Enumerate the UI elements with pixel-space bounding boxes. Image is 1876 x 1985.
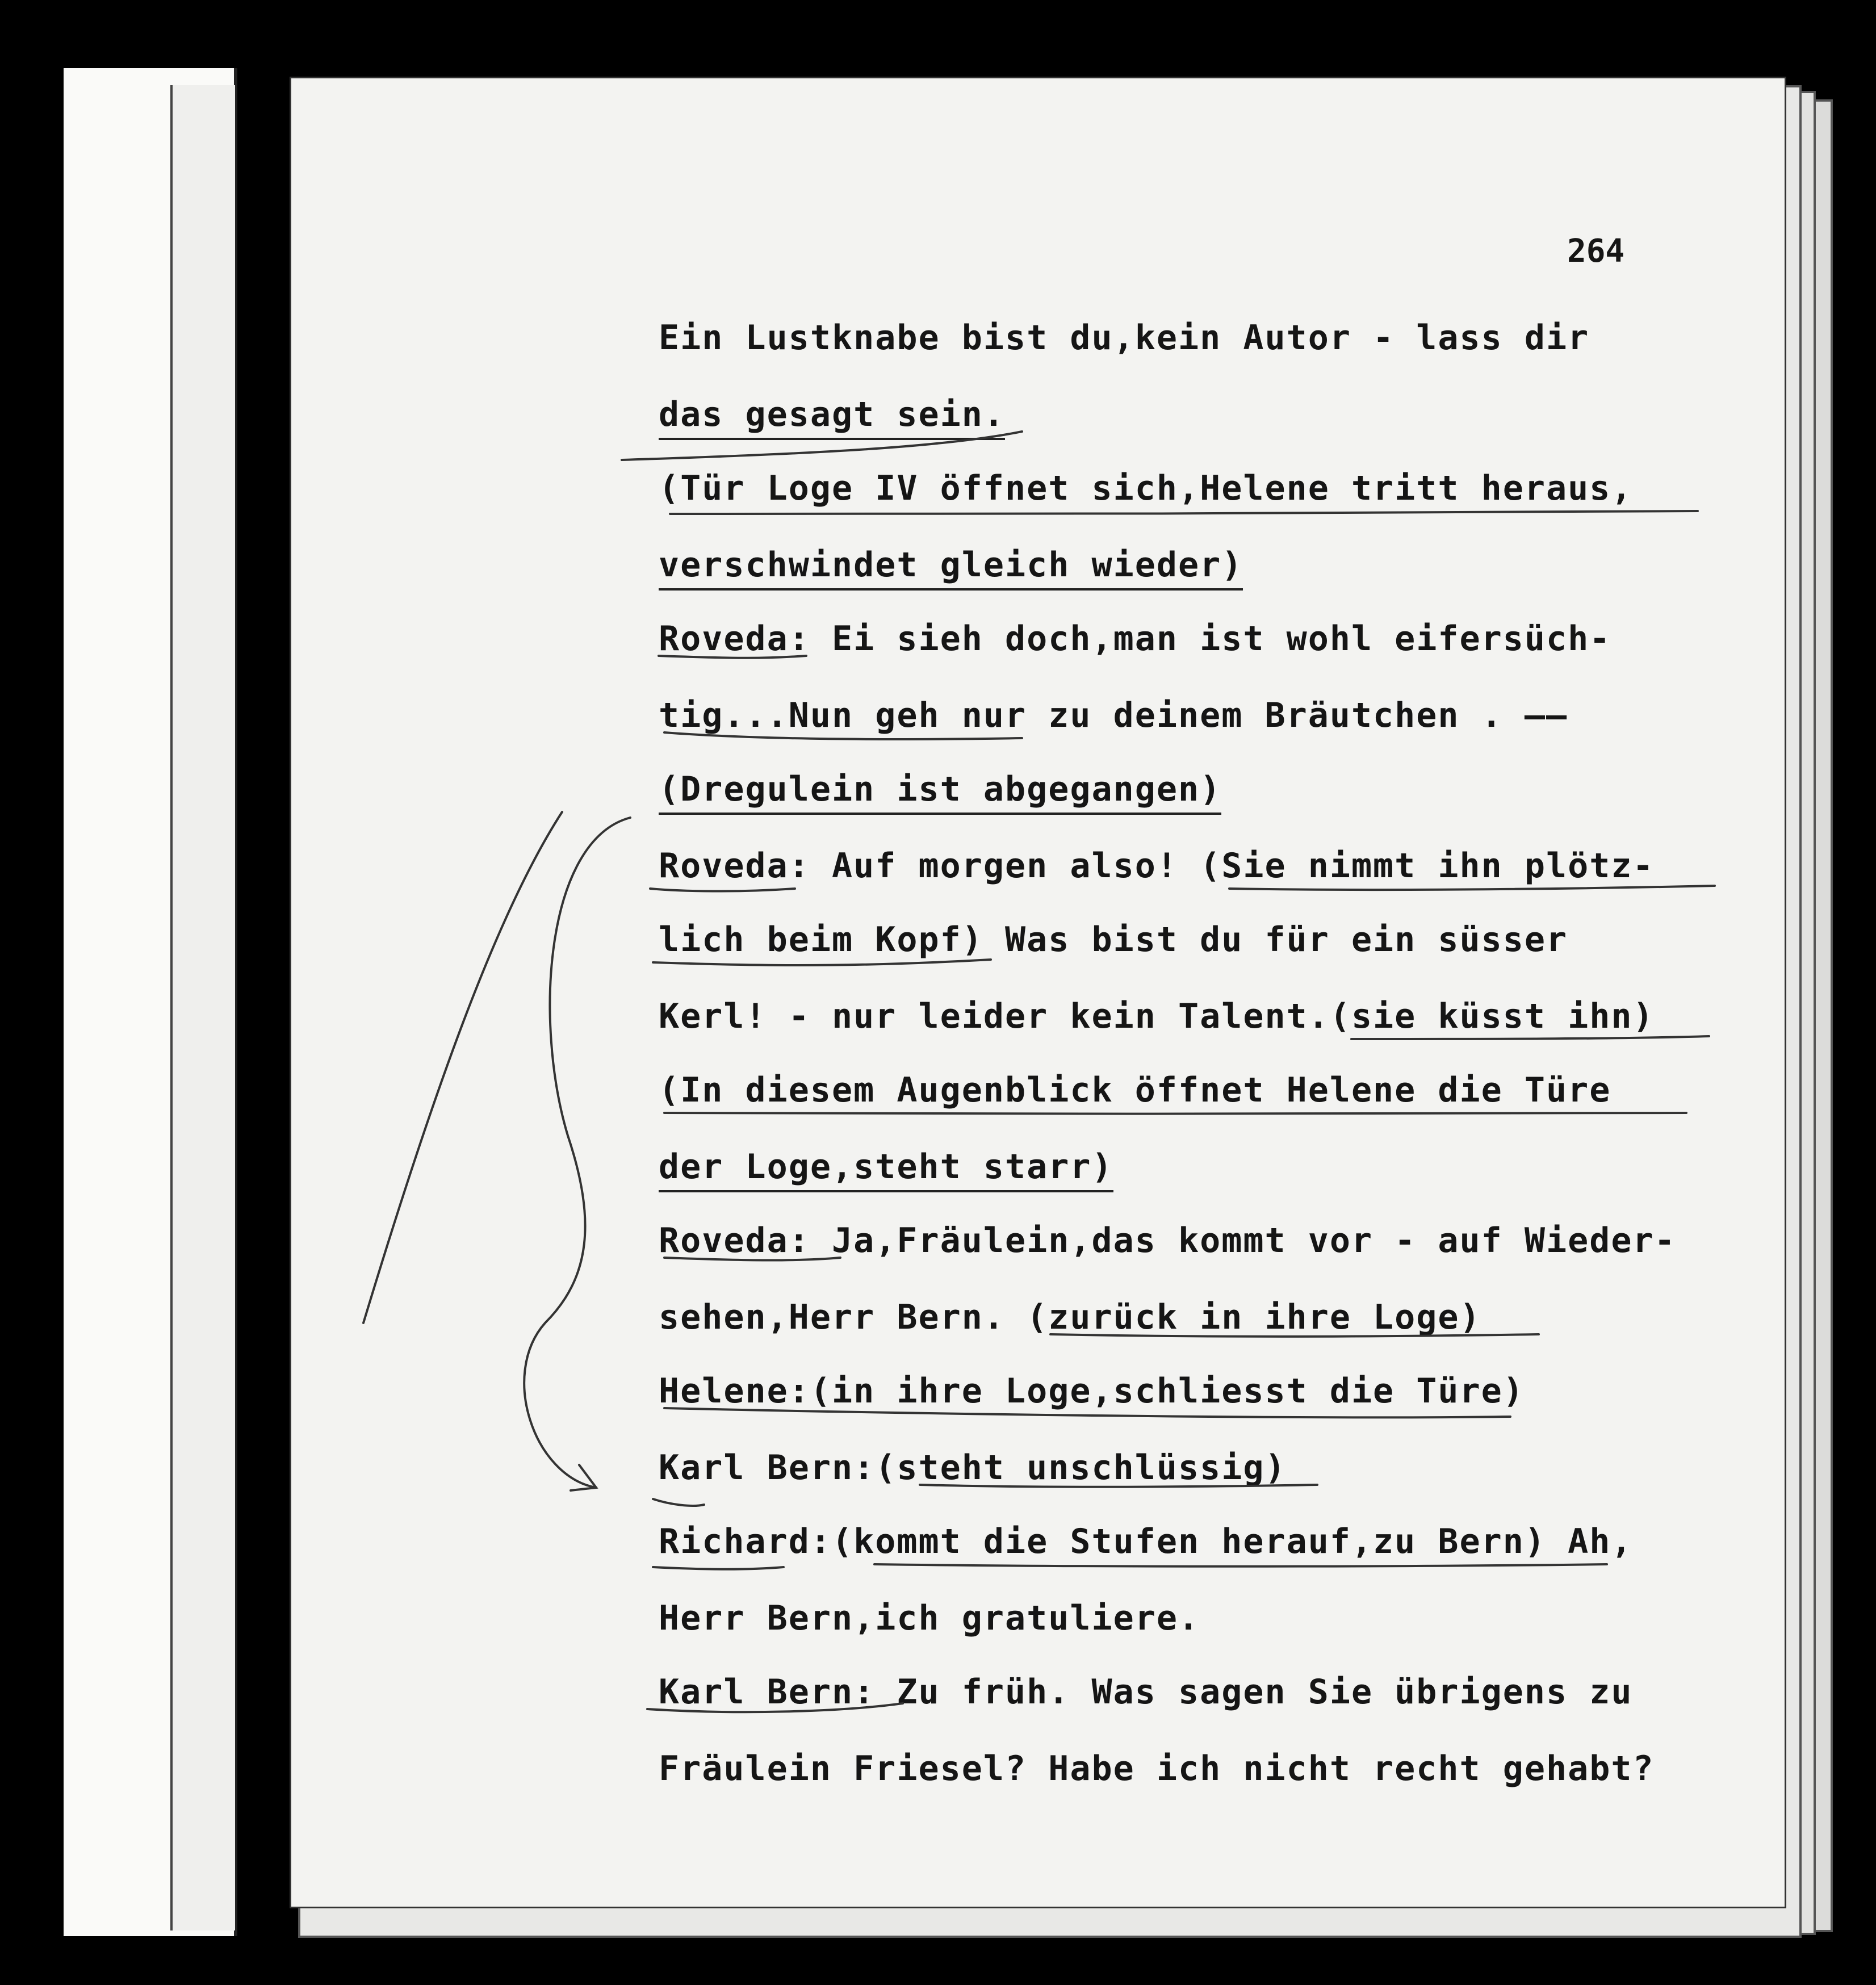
binding-edge — [170, 85, 235, 1930]
text-line: tig...Nun geh nur zu deinem Bräutchen . —— — [659, 696, 1568, 735]
text-line: verschwindet gleich wieder) — [659, 545, 1243, 591]
text-line: lich beim Kopf) Was bist du für ein süsser — [659, 920, 1568, 960]
text-line: Fräulein Friesel? Habe ich nicht recht gehabt? — [659, 1749, 1655, 1789]
text-line: (In diesem Augenblick öffnet Helene die Türe — [659, 1070, 1611, 1110]
text-line: Ein Lustknabe bist du,kein Autor - lass dir — [659, 318, 1590, 358]
text-line: das gesagt sein. — [659, 395, 1005, 440]
text-line: Karl Bern:(steht unschlüssig) — [659, 1448, 1287, 1488]
text-line: Roveda: Ja,Fräulein,das kommt vor - auf Wieder- — [659, 1221, 1676, 1260]
text-line: Kerl! - nur leider kein Talent.(sie küsst ihn) — [659, 996, 1655, 1036]
text-line: Richard:(kommt die Stufen herauf,zu Bern) Ah, — [659, 1522, 1633, 1561]
text-line: Karl Bern: Zu früh. Was sagen Sie übrigens zu — [659, 1672, 1633, 1712]
text-line: Herr Bern,ich gratuliere. — [659, 1598, 1200, 1638]
page-number: 264 — [1567, 233, 1625, 270]
text-line: Roveda: Auf morgen also! (Sie nimmt ihn plötz- — [659, 846, 1655, 886]
text-line: Helene:(in ihre Loge,schliesst die Türe) — [659, 1371, 1525, 1411]
text-line: sehen,Herr Bern. (zurück in ihre Loge) — [659, 1297, 1481, 1337]
text-line: Roveda: Ei sieh doch,man ist wohl eifersüch- — [659, 619, 1611, 659]
text-line: (Dregulein ist abgegangen) — [659, 769, 1221, 815]
text-line: der Loge,steht starr) — [659, 1147, 1113, 1192]
text-line: (Tür Loge IV öffnet sich,Helene tritt heraus, — [659, 468, 1633, 508]
